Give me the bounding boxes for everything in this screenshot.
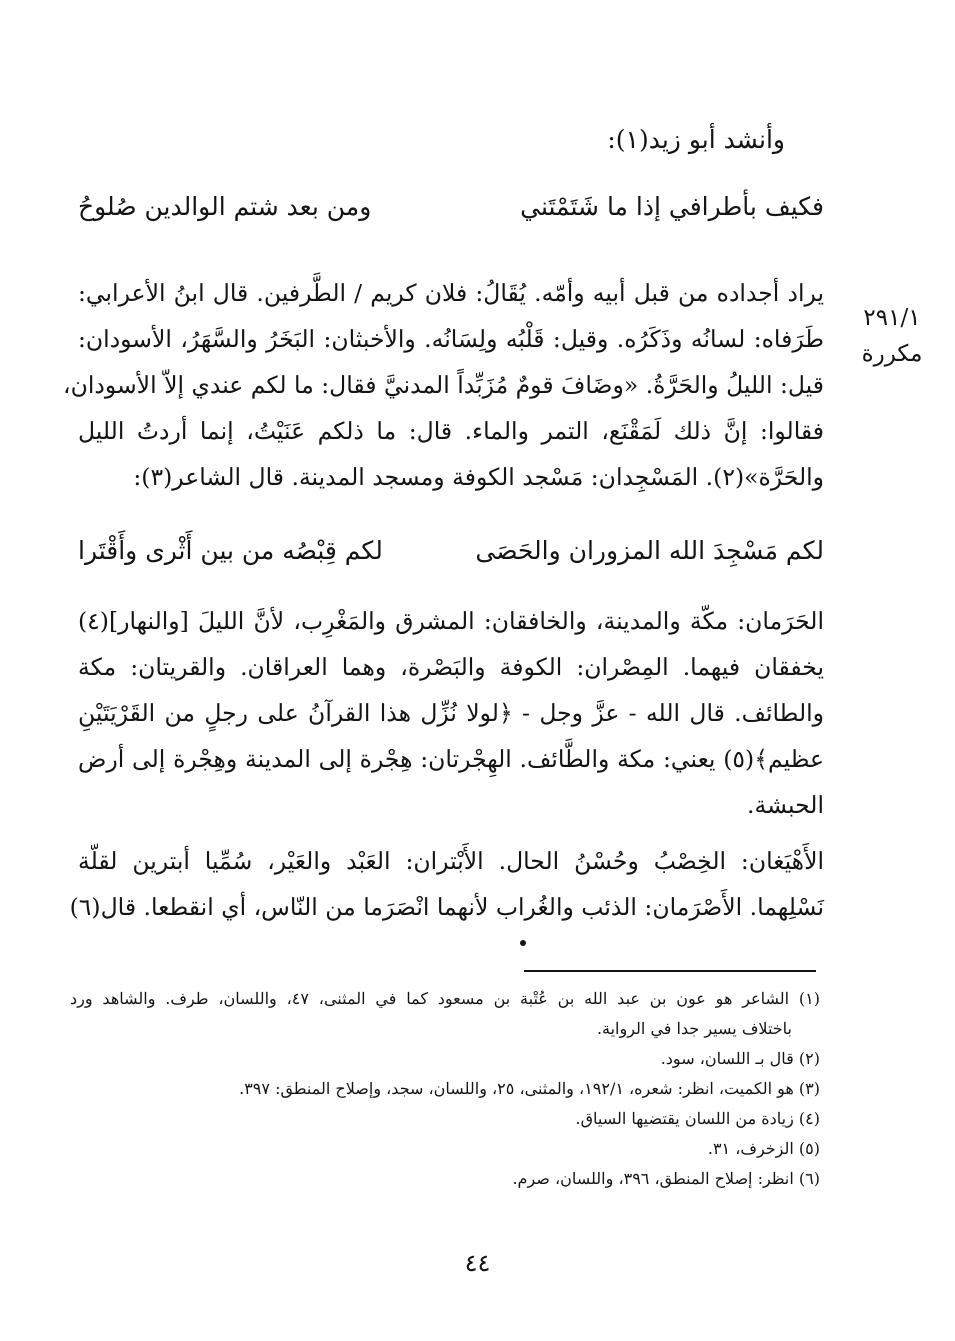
footnotes	[70, 984, 820, 1194]
verse-line-2	[78, 530, 824, 572]
margin-note	[847, 300, 937, 372]
paragraph-2-line: الحبشة.	[747, 791, 824, 819]
verse-intro: وأنشد أبو زيد(١):	[607, 125, 785, 154]
verse-1-first-hemistich: فكيف بأطرافي إذا ما شَتَمْتَني	[520, 192, 824, 221]
paragraph-3	[69, 838, 824, 930]
footnote-1: (١) الشاعر هو عون بن عبد الله بن عُتْبة بن مسعود كما في المثنى، ٤٧، واللسان، طرف. والشاهد ورد	[70, 989, 820, 1008]
paragraph-2-line: الحَرَمان: مكّة والمدينة، والخافقان: المشرق والمَغْرِب، لأنَّ الليلَ [والنهار](٤)	[78, 607, 824, 635]
verse-2-second-hemistich: لكم قِبْصُه من بين أَثْرى وأَقْتَرا	[78, 536, 383, 565]
paragraph-3-line: الأَهْيَغان: الخِصْبُ وحُسْنُ الحال. الأَبْتران: العَبْد والعَيْر، سُمِّيا أبترين لقلّة	[78, 847, 824, 875]
paragraph-1-line: قيل: الليلُ والحَرَّةُ. «وضَافَ قومٌ مُزَبِّداً المدنيَّ فقال: ما لكم عندي إلاّ الأسودان،	[63, 371, 824, 399]
footnote-divider	[524, 970, 816, 972]
paragraph-1-line: والحَرَّة»(٢). المَسْجِدان: مَسْجد الكوفة ومسجد المدينة. قال الشاعر(٣):	[133, 463, 824, 491]
paragraph-3-line: نَسْلِهما. الأَصْرَمان: الذئب والغُراب لأنهما انْصَرَما من النّاس، أي انقطعا. قال(٦)	[69, 893, 824, 921]
footnote-5: (٥) الزخرف، ٣١.	[707, 1139, 820, 1158]
verse-line-1	[78, 186, 824, 228]
verse-1-second-hemistich: ومن بعد شتم الوالدين صُلوحُ	[78, 192, 372, 221]
paragraph-1-line: طَرَفاه: لسانُه وذَكَرُه. وقيل: قَلْبُه ولِسَانُه. والأخبثان: البَخَرُ والسَّهَرُ، الأسودان:	[78, 325, 824, 353]
section-dot	[520, 940, 526, 946]
paragraph-2	[78, 598, 824, 828]
footnote-2: (٢) قال بـ اللسان، سود.	[660, 1049, 820, 1068]
footnote-4: (٤) زيادة من اللسان يقتضيها السياق.	[575, 1109, 820, 1128]
paragraph-1-line: فقالوا: إنَّ ذلك لَمَقْنَع، التمر والماء. قال: ما ذلكم عَنَيْتُ، إنما أردتُ الليل	[78, 417, 824, 445]
paragraph-1-line: يراد أجداده من قبل أبيه وأمّه. يُقَالُ: فلان كريم / الطَّرفين. قال ابنُ الأعرابي:	[78, 279, 824, 307]
footnote-1-continuation: باختلاف يسير جدا في الرواية.	[596, 1019, 792, 1038]
margin-note-label: مكررة	[861, 341, 923, 367]
footnote-3: (٣) هو الكميت، انظر: شعره، ١٩٢/١، والمثنى، ٢٥، واللسان، سجد، وإصلاح المنطق: ٣٩٧.	[239, 1079, 820, 1098]
page-number: ٤٤	[464, 1249, 491, 1277]
paragraph-2-line: والطائف. قال الله - عزَّ وجل - ﴿لولا نُزِّل هذا القرآنُ على رجلٍ من القَرْيَتَيْنِ	[78, 699, 824, 727]
paragraph-2-line: يخفقان فيهما. المِصْران: الكوفة والبَصْرة، وهما العراقان. والقريتان: مكة	[78, 653, 824, 681]
paragraph-2-line: عظيم﴾(٥) يعني: مكة والطَّائف. الهِجْرتان: هِجْرة إلى المدينة وهِجْرة إلى أرض	[78, 745, 824, 773]
footnote-6: (٦) انظر: إصلاح المنطق، ٣٩٦، واللسان، صرم.	[512, 1169, 820, 1188]
margin-note-reference: ٢٩١/١	[863, 305, 921, 331]
verse-2-first-hemistich: لكم مَسْجِدَ الله المزوران والحَصَى	[475, 536, 824, 565]
paragraph-1	[63, 270, 824, 500]
